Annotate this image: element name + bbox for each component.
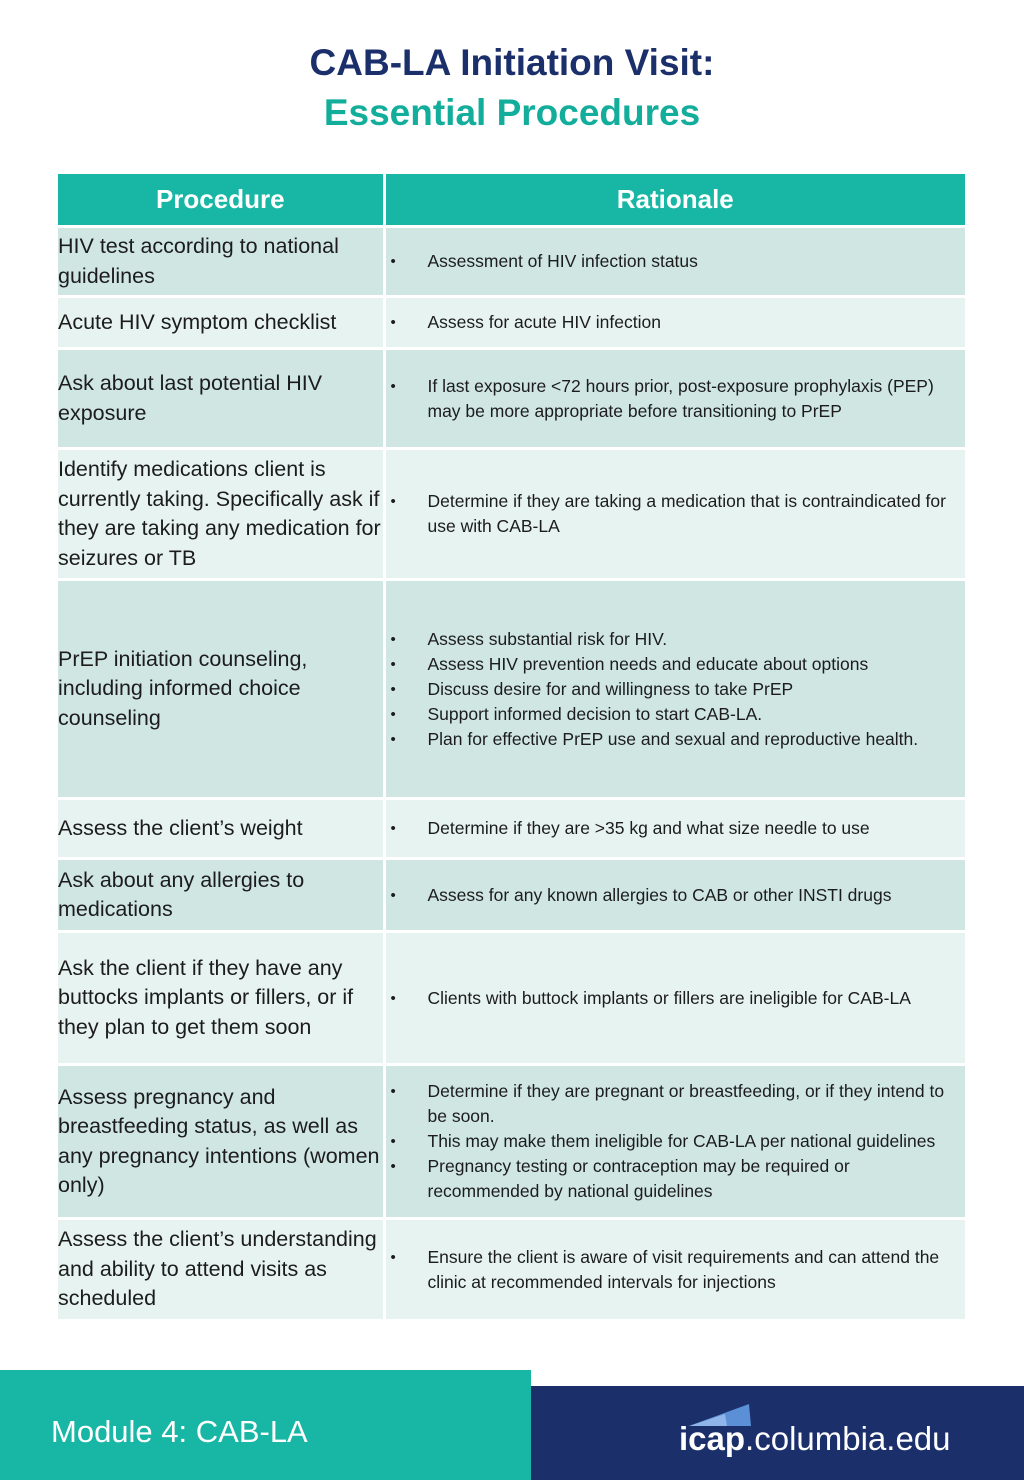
module-label: Module 4: CAB-LA [51, 1414, 308, 1449]
rationale-bullet: • Determine if they are pregnant or breastfeeding, or if they intend to be soon. [386, 1079, 966, 1129]
page-title [0, 38, 1024, 138]
header-procedure: Procedure [58, 174, 384, 227]
procedure-cell: Assess the client’s understanding and ability to attend visits as scheduled [58, 1219, 384, 1321]
footer-logo-banner [531, 1386, 1024, 1480]
footer-module-banner [0, 1370, 531, 1480]
rationale-bullet: • Support informed decision to start CAB-LA. [386, 702, 966, 727]
logo-text-bold: icap [679, 1420, 746, 1457]
table-row [58, 449, 965, 580]
procedure-cell: PrEP initiation counseling, including informed choice counseling [58, 580, 384, 799]
procedure-cell: Ask about last potential HIV exposure [58, 349, 384, 449]
rationale-bullet: • Clients with buttock implants or fillers are ineligible for CAB-LA [386, 986, 966, 1011]
icap-logo[interactable] [679, 1404, 1009, 1464]
rationale-cell [384, 799, 965, 859]
logo-text-domain: .columbia.edu [745, 1420, 951, 1457]
rationale-cell [384, 227, 965, 297]
rationale-cell [384, 1065, 965, 1219]
table-row [58, 227, 965, 297]
table-row [58, 799, 965, 859]
procedure-cell: Ask the client if they have any buttocks implants or fillers, or if they plan to get them soon [58, 932, 384, 1065]
procedure-cell: Assess the client’s weight [58, 799, 384, 859]
table-row [58, 580, 965, 799]
rationale-bullet: • Determine if they are taking a medication that is contraindicated for use with CAB-LA [386, 489, 966, 539]
procedure-cell: Identify medications client is currently taking. Specifically ask if they are taking any medication for seizures or TB [58, 449, 384, 580]
rationale-bullet: • Ensure the client is aware of visit requirements and can attend the clinic at recommended intervals for injections [386, 1245, 966, 1295]
rationale-bullet: • Assess for acute HIV infection [386, 310, 966, 335]
rationale-cell [384, 932, 965, 1065]
rationale-bullet: • If last exposure <72 hours prior, post-exposure prophylaxis (PEP) may be more appropriate before transitioning to PrEP [386, 374, 966, 424]
table-row [58, 1065, 965, 1219]
rationale-bullet: • Plan for effective PrEP use and sexual and reproductive health. [386, 727, 966, 752]
logo-text [679, 1420, 951, 1458]
procedure-cell: Acute HIV symptom checklist [58, 297, 384, 349]
rationale-bullet: • Determine if they are >35 kg and what size needle to use [386, 816, 966, 841]
table-header-row [58, 174, 965, 227]
header-rationale: Rationale [384, 174, 965, 227]
table-row [58, 297, 965, 349]
rationale-cell [384, 449, 965, 580]
rationale-bullet: • This may make them ineligible for CAB-LA per national guidelines [386, 1129, 966, 1154]
rationale-bullet: • Discuss desire for and willingness to take PrEP [386, 677, 966, 702]
table-row [58, 349, 965, 449]
table-row [58, 932, 965, 1065]
rationale-cell [384, 580, 965, 799]
title-line-1: CAB-LA Initiation Visit: [309, 42, 715, 83]
table-row [58, 859, 965, 932]
procedures-table [58, 174, 965, 1322]
procedure-cell: Assess pregnancy and breastfeeding status, as well as any pregnancy intentions (women only) [58, 1065, 384, 1219]
title-line-2: Essential Procedures [323, 92, 701, 133]
rationale-cell [384, 859, 965, 932]
procedure-cell: HIV test according to national guidelines [58, 227, 384, 297]
table-row [58, 1219, 965, 1321]
procedure-cell: Ask about any allergies to medications [58, 859, 384, 932]
rationale-cell [384, 349, 965, 449]
rationale-bullet: • Assess HIV prevention needs and educate about options [386, 652, 966, 677]
rationale-bullet: • Assess for any known allergies to CAB or other INSTI drugs [386, 883, 966, 908]
rationale-bullet: • Assessment of HIV infection status [386, 249, 966, 274]
rationale-cell [384, 297, 965, 349]
rationale-bullet: • Assess substantial risk for HIV. [386, 627, 966, 652]
rationale-bullet: • Pregnancy testing or contraception may be required or recommended by national guidelines [386, 1154, 966, 1204]
rationale-cell [384, 1219, 965, 1321]
